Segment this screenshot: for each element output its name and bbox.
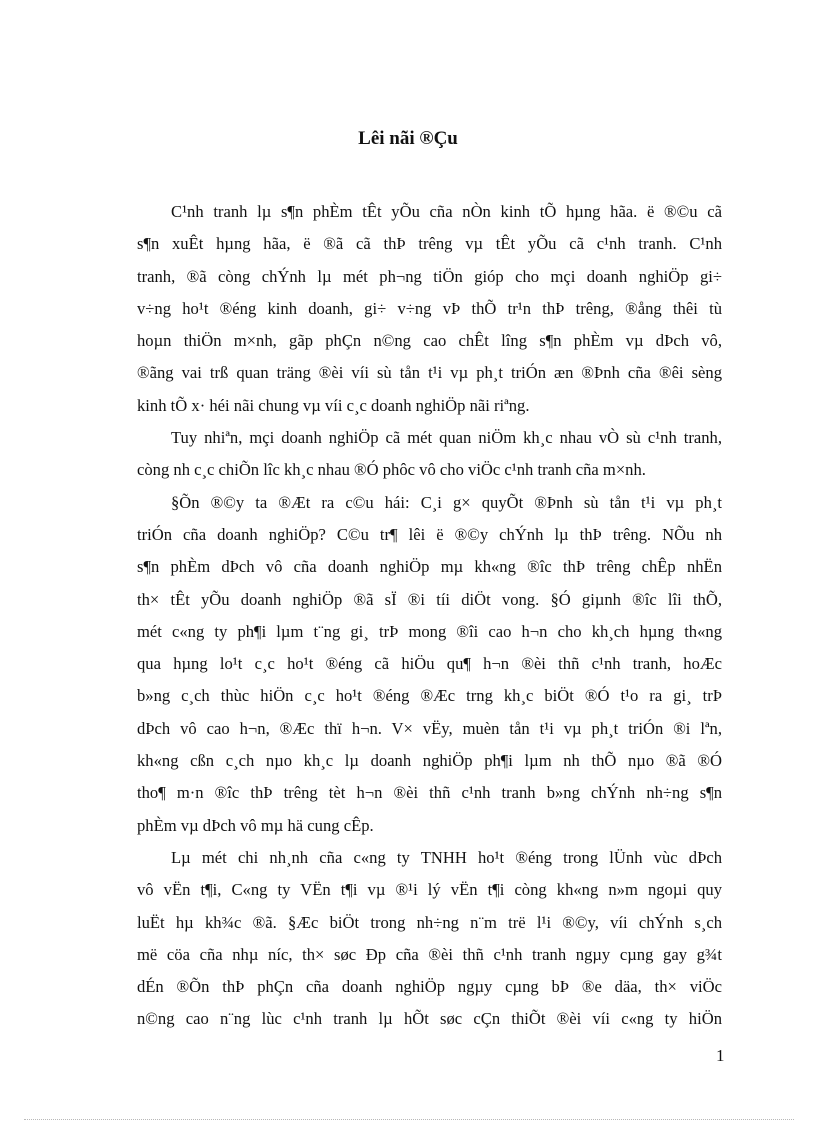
page-number: 1: [716, 1046, 725, 1065]
body-line: b»ng c¸ch thùc hiÖn c¸c ho¹t ®éng ®Æc trng kh¸c biÖt ®Ó t¹o ra gi¸ trÞ: [137, 686, 722, 706]
body-line: dÉn ®Õn thÞ phÇn cña doanh nghiÖp ngµy cµng bÞ ®e däa, th× viÖc: [137, 977, 722, 997]
body-line: luËt hµ kh¾c ®ã. §Æc biÖt trong nh÷ng n¨m trë l¹i ®©y, víi chÝnh s¸ch: [137, 912, 722, 932]
body-line: §Õn ®©y ta ®Æt ra c©u hái: C¸i g× quyÕt ®Þnh sù tån t¹i vµ ph¸t: [171, 492, 722, 512]
body-line: C¹nh tranh lµ s¶n phÈm tÊt yÕu cña nÒn kinh tÕ hµng hãa. ë ®©u cã: [171, 202, 722, 221]
body-line: triÓn cña doanh nghiÖp? C©u tr¶ lêi ë ®©y chÝnh lµ thÞ trêng. NÕu nh: [137, 524, 722, 544]
body-line: Tuy nhiªn, mçi doanh nghiÖp cã mét quan niÖm kh¸c nhau vÒ sù c¹nh tranh,: [171, 428, 722, 448]
body-line: tho¶ m·n ®îc thÞ trêng tèt h¬n ®èi thñ c¹nh tranh b»ng chÝnh nh÷ng s¶n: [137, 783, 722, 803]
body-line: hoµn thiÖn m×nh, gãp phÇn n©ng cao chÊt lîng s¶n phÈm vµ dÞch vô,: [137, 331, 722, 351]
body-line: Lµ mét chi nh¸nh cña c«ng ty TNHH ho¹t ®éng trong lÜnh vùc dÞch: [171, 847, 722, 867]
body-line: tranh, ®ã còng chÝnh lµ mét ph¬ng tiÖn gióp cho mçi doanh nghiÖp gi÷: [137, 266, 722, 286]
body-line: s¶n phÈm dÞch vô cña doanh nghiÖp mµ kh«ng ®îc thÞ trêng chÊp nhËn: [137, 557, 722, 577]
body-line: mét c«ng ty ph¶i lµm t¨ng gi¸ trÞ mong ®îi cao h¬n cho kh¸ch hµng th«ng: [137, 621, 722, 641]
body-line: kinh tÕ x· héi nãi chung vµ víi c¸c doanh nghiÖp nãi riªng.: [137, 395, 530, 415]
body-line: qua hµng lo¹t c¸c ho¹t ®éng cã hiÖu qu¶ h¬n ®èi thñ c¹nh tranh, hoÆc: [137, 654, 722, 674]
body-line: s¶n xuÊt hµng hãa, ë ®ã cã thÞ trêng vµ tÊt yÕu cã c¹nh tranh. C¹nh: [137, 234, 722, 254]
page-bottom-divider: [24, 1119, 794, 1120]
body-line: kh«ng cßn c¸ch nµo kh¸c lµ doanh nghiÖp ph¶i lµm nh thÕ nµo ®ã ®Ó: [137, 751, 722, 771]
document-body: [137, 196, 722, 1036]
body-line: ®ãng vai trß quan träng ®èi víi sù tån t¹i vµ ph¸t triÓn æn ®Þnh cña ®êi sèng: [137, 363, 722, 383]
document-title: Lêi nãi ®Çu: [358, 128, 458, 149]
body-line: còng nh c¸c chiÕn lîc kh¸c nhau ®Ó phôc vô cho viÖc c¹nh tranh cña m×nh.: [137, 460, 646, 480]
body-line: v÷ng ho¹t ®éng kinh doanh, gi÷ v÷ng vÞ thÕ tr¹n thÞ trêng, ®ång thêi tù: [137, 298, 722, 318]
body-line: th× tÊt yÕu doanh nghiÖp ®ã sÏ ®i tíi diÖt vong. §Ó giµnh ®îc lîi thÕ,: [137, 589, 722, 609]
body-line: phÈm vµ dÞch vô mµ hä cung cÊp.: [137, 815, 374, 835]
body-line: dÞch vô cao h¬n, ®Æc thï h¬n. V× vËy, muèn tån t¹i vµ ph¸t triÓn ®i lªn,: [137, 718, 722, 738]
body-line: n©ng cao n¨ng lùc c¹nh tranh lµ hÕt søc cÇn thiÕt ®èi víi c«ng ty hiÖn: [137, 1009, 722, 1029]
body-line: më cöa cña nhµ níc, th× søc Ðp cña ®èi thñ c¹nh tranh ngµy cµng gay g¾t: [137, 944, 722, 964]
body-line: vô vËn t¶i, C«ng ty VËn t¶i vµ ®¹i lý vËn t¶i còng kh«ng n»m ngoµi quy: [137, 880, 722, 900]
